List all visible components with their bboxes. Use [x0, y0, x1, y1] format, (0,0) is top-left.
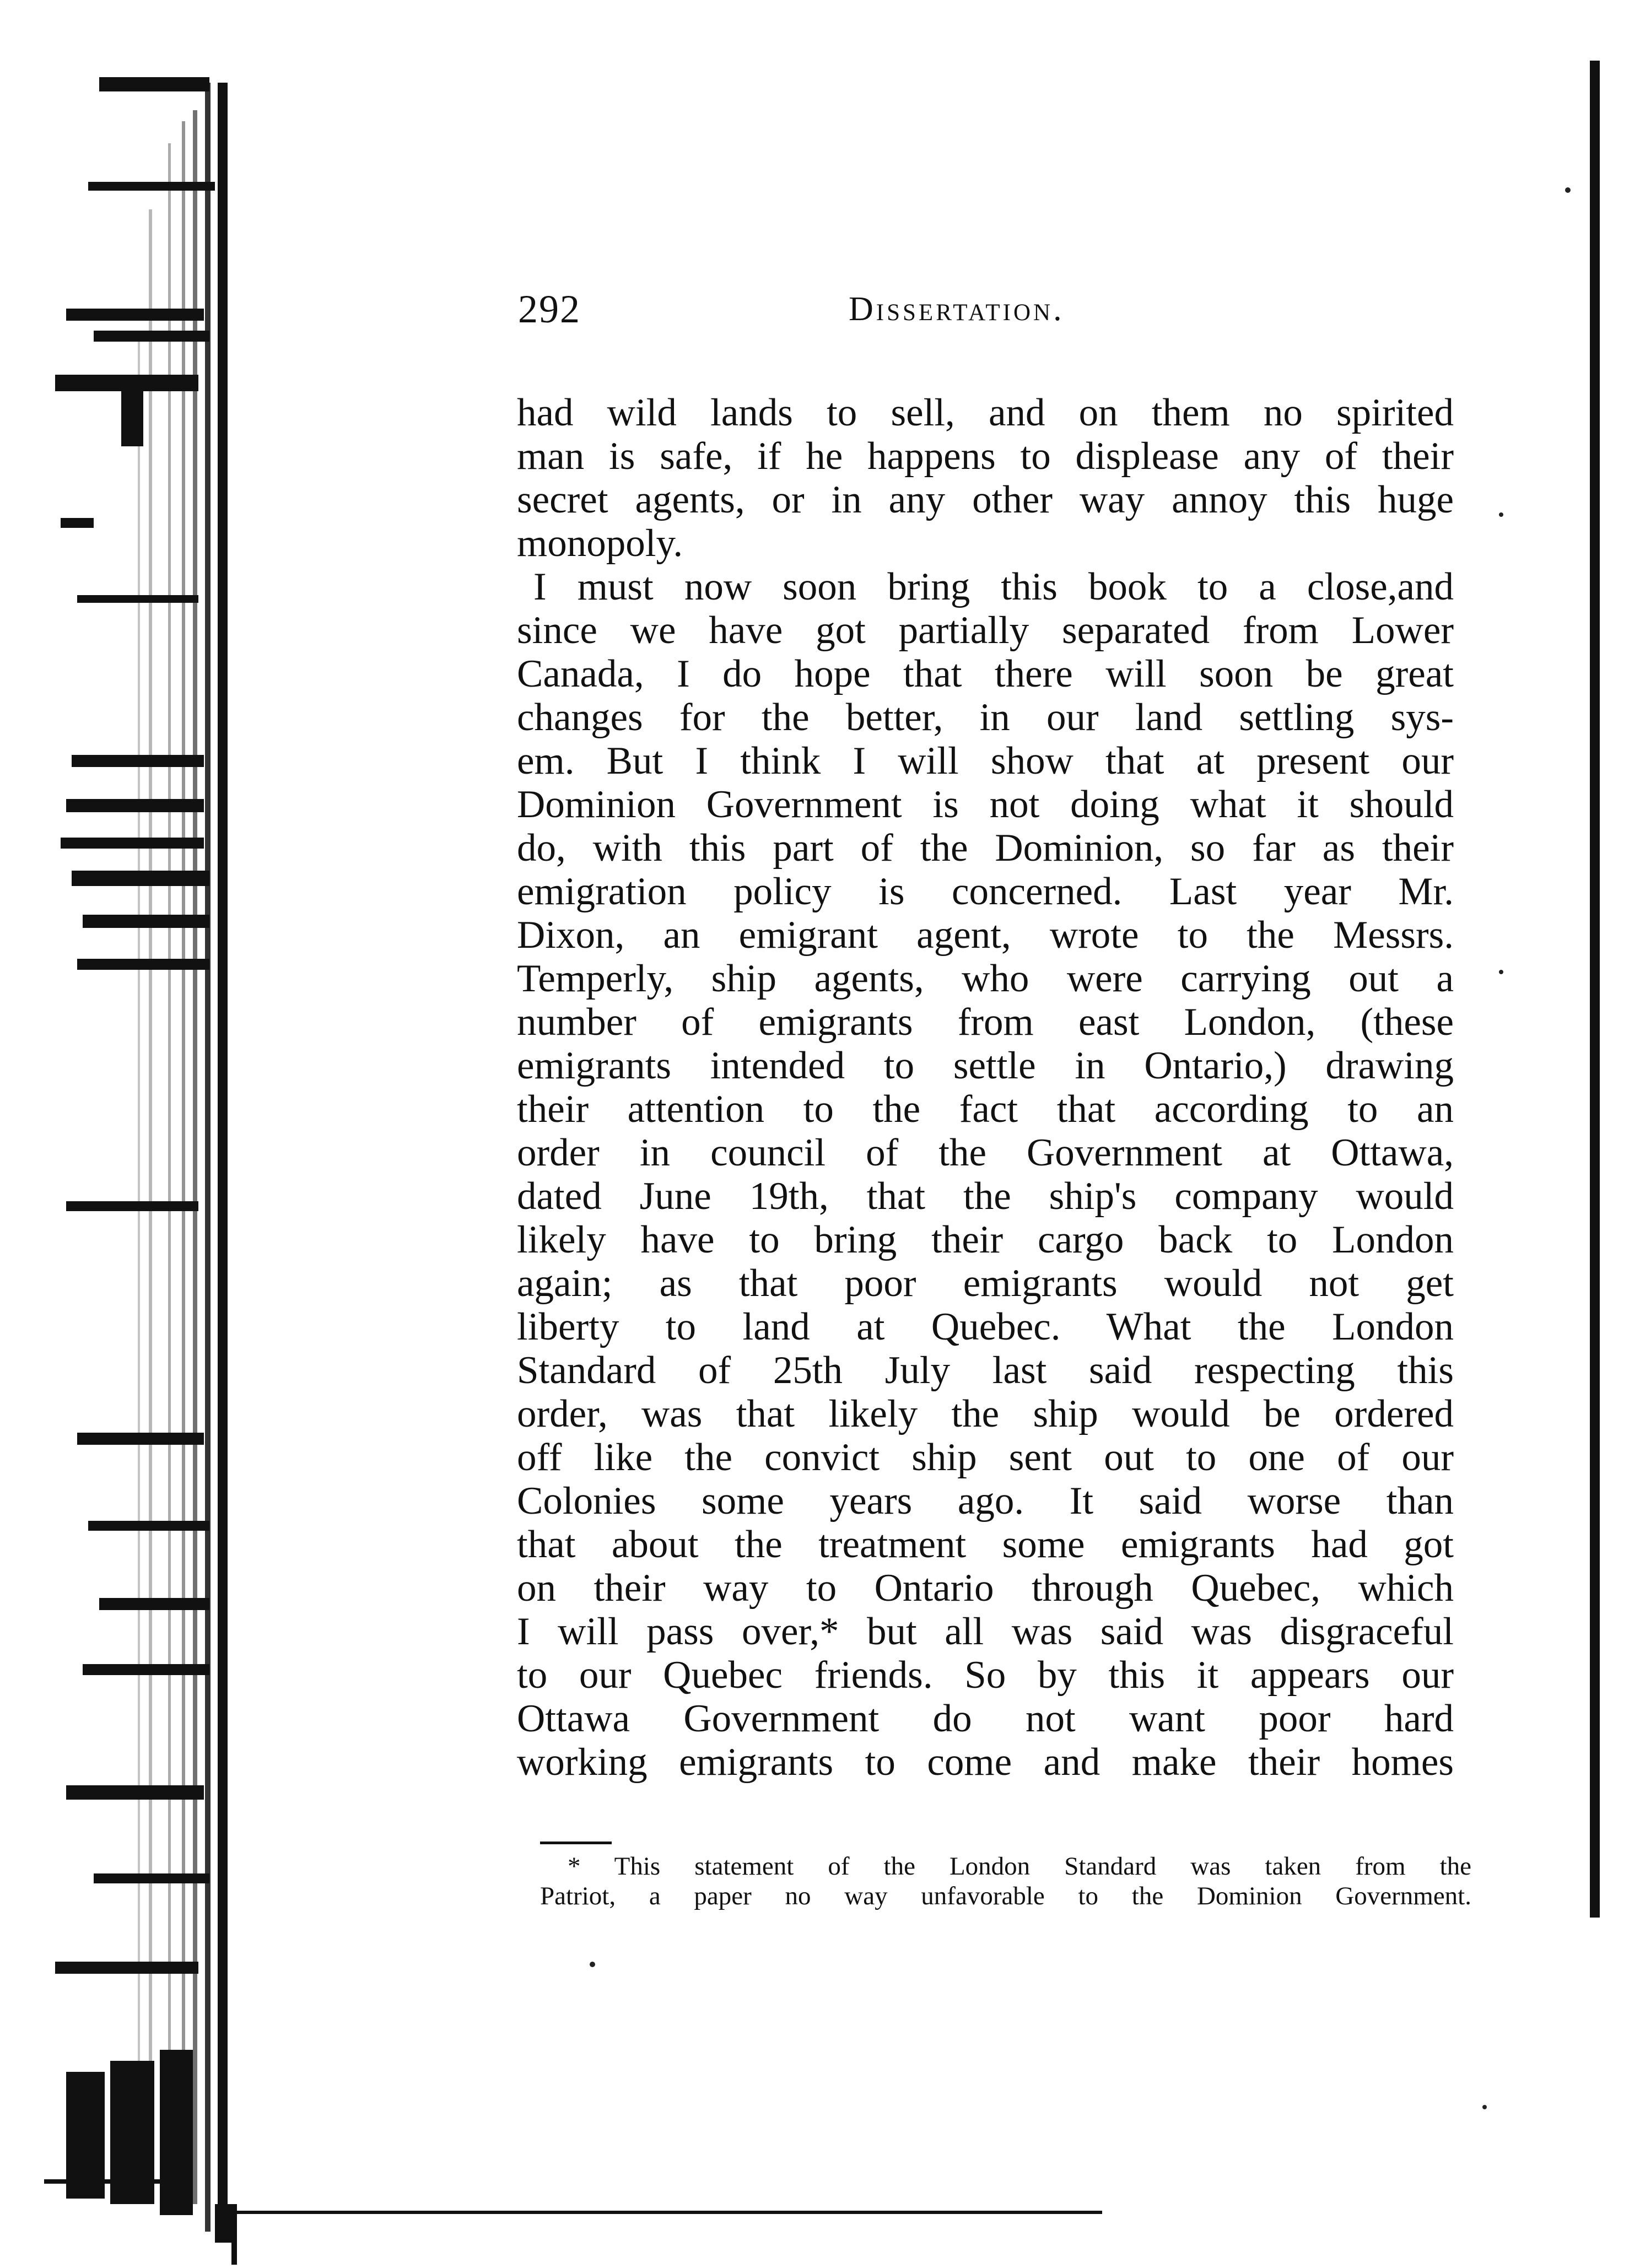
text-line: to our Quebec friends. So by this it appears our [517, 1654, 1454, 1697]
text-line: Temperly, ship agents, who were carrying out a [517, 957, 1454, 1000]
scan-speck [590, 1962, 595, 1967]
text-line: Ottawa Government do not want poor hard [517, 1697, 1454, 1740]
text-line: Dixon, an emigrant agent, wrote to the Messrs. [517, 914, 1454, 957]
text-line: off like the convict ship sent out to one of our [517, 1436, 1454, 1479]
scan-speck [1565, 187, 1571, 193]
footnote-line: Patriot, a paper no way unfavorable to the Dominion Government. [540, 1882, 1471, 1910]
footnote-rule [540, 1842, 612, 1844]
text-line: em. But I think I will show that at present our [517, 739, 1454, 782]
body-text [517, 391, 1454, 1784]
scan-speck [1499, 970, 1503, 974]
text-line: Standard of 25th July last said respecting this [517, 1349, 1454, 1392]
text-line: emigrants intended to settle in Ontario,) drawing [517, 1044, 1454, 1087]
scan-binding-edge [0, 0, 237, 2268]
text-line: their attention to the fact that according to an [517, 1088, 1454, 1131]
scan-speck [1499, 512, 1503, 517]
running-title: Dissertation. [849, 290, 1065, 328]
text-line: do, with this part of the Dominion, so far as their [517, 827, 1454, 870]
text-line: changes for the better, in our land settling sys- [517, 696, 1454, 739]
scan-bottom-edge [231, 2211, 1102, 2214]
scan-speck [1482, 2105, 1487, 2109]
text-line: order, was that likely the ship would be ordered [517, 1392, 1454, 1435]
text-line: I must now soon bring this book to a close,and [533, 565, 1454, 608]
footnote-line: * This statement of the London Standard was taken from the [568, 1852, 1471, 1881]
text-line: liberty to land at Quebec. What the London [517, 1305, 1454, 1348]
text-line: Canada, I do hope that there will soon be great [517, 652, 1454, 695]
text-line: I will pass over,* but all was said was disgraceful [517, 1610, 1454, 1653]
text-line: Dominion Government is not doing what it should [517, 783, 1454, 826]
text-line: dated June 19th, that the ship's company would [517, 1175, 1454, 1218]
page-header [518, 287, 1565, 347]
text-line: since we have got partially separated from Lower [517, 609, 1454, 652]
text-line: number of emigrants from east London, (these [517, 1001, 1454, 1044]
text-line: likely have to bring their cargo back to London [517, 1218, 1454, 1261]
text-line: man is safe, if he happens to displease any of their [517, 435, 1454, 478]
text-line: monopoly. [517, 522, 683, 565]
text-line: that about the treatment some emigrants had got [517, 1523, 1454, 1566]
text-line: again; as that poor emigrants would not get [517, 1262, 1454, 1305]
text-line: working emigrants to come and make their homes [517, 1741, 1454, 1784]
text-line: Colonies some years ago. It said worse than [517, 1479, 1454, 1522]
text-line: secret agents, or in any other way annoy this huge [517, 478, 1454, 521]
text-line: order in council of the Government at Ottawa, [517, 1131, 1454, 1174]
page-number: 292 [518, 287, 581, 331]
text-line: on their way to Ontario through Quebec, which [517, 1567, 1454, 1610]
scan-right-edge [1590, 61, 1600, 1918]
text-line: had wild lands to sell, and on them no spirited [517, 391, 1454, 434]
footnote [540, 1851, 1471, 1911]
text-line: emigration policy is concerned. Last year Mr. [517, 870, 1454, 913]
